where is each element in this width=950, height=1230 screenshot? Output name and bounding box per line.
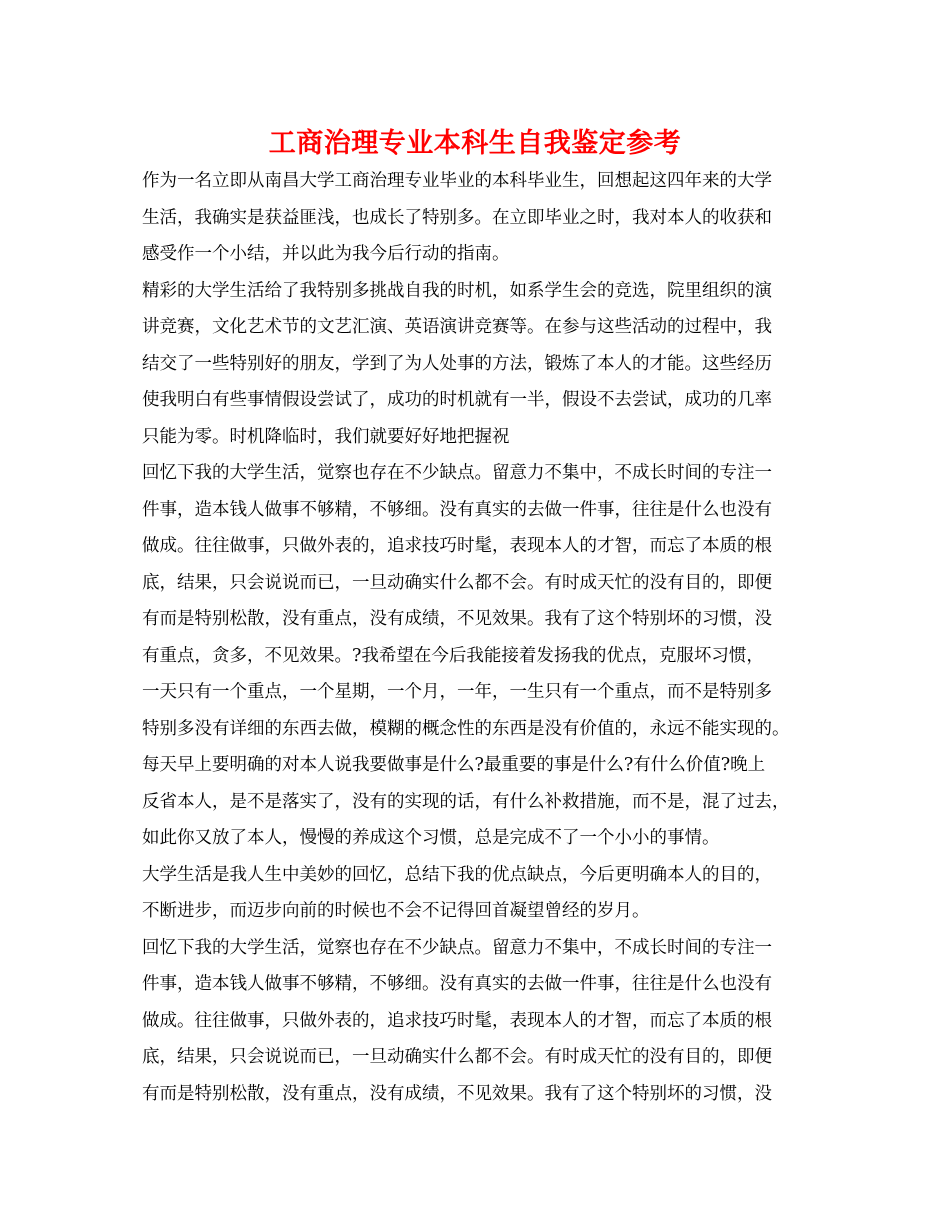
- text-line: 件事，造本钱人做事不够精，不够细。没有真实的去做一件事，往往是什么也没有: [142, 974, 772, 994]
- text-line: 件事，造本钱人做事不够精，不够细。没有真实的去做一件事，往往是什么也没有: [142, 499, 772, 520]
- text-line: 有而是特别松散，没有重点，没有成绩，不见效果。我有了这个特别坏的习惯，没: [142, 609, 772, 629]
- text-line: 如此你又放了本人，慢慢的养成这个习惯，总是完成不了一个小小的事情。: [142, 828, 720, 848]
- text-line: 特别多没有详细的东西去做，模糊的概念性的东西是没有价值的，永远不能实现的。: [142, 718, 790, 739]
- document-body: [142, 163, 832, 1112]
- text-line: 作为一名立即从南昌大学工商治理专业毕业的本科毕业生，回想起这四年来的大学: [142, 171, 772, 191]
- text-line: 做成。往往做事，只做外表的，追求技巧时髦，表现本人的才智，而忘了本质的根: [142, 1010, 772, 1031]
- text-line: 回忆下我的大学生活，觉察也存在不少缺点。留意力不集中，不成长时间的专注一: [142, 463, 772, 483]
- text-line: 回忆下我的大学生活，觉察也存在不少缺点。留意力不集中，不成长时间的专注一: [142, 937, 772, 958]
- text-line: 大学生活是我人生中美妙的回忆，总结下我的优点缺点，今后更明确本人的目的，: [142, 864, 772, 885]
- text-line: 结交了一些特别好的朋友，学到了为人处事的方法，锻炼了本人的才能。这些经历: [142, 353, 772, 374]
- text-line: 使我明白有些事情假设尝试了，成功的时机就有一半，假设不去尝试，成功的几率: [142, 390, 772, 410]
- text-line: 每天早上要明确的对本人说我要做事是什么?最重要的事是什么?有什么价值?晚上: [142, 755, 766, 775]
- text-line: 有而是特别松散，没有重点，没有成绩，不见效果。我有了这个特别坏的习惯，没: [142, 1083, 772, 1104]
- text-line: 讲竞赛，文化艺术节的文艺汇演、英语演讲竞赛等。在参与这些活动的过程中，我: [142, 317, 772, 337]
- text-line: 不断进步，而迈步向前的时候也不会不记得回首凝望曾经的岁月。: [142, 901, 650, 921]
- text-line: 一天只有一个重点，一个星期，一个月，一年，一生只有一个重点，而不是特别多: [142, 682, 772, 702]
- text-line: 生活，我确实是获益匪浅，也成长了特别多。在立即毕业之时，我对本人的收获和: [142, 207, 772, 228]
- text-line: 有重点，贪多，不见效果。?我希望在今后我能接着发扬我的优点，克服坏习惯，: [142, 645, 764, 666]
- text-line: 精彩的大学生活给了我特别多挑战自我的时机，如系学生会的竞选，院里组织的演: [142, 280, 772, 301]
- text-line: 底，结果，只会说说而已，一旦动确实什么都不会。有时成天忙的没有目的，即便: [142, 1047, 772, 1067]
- text-line: 感受作一个小结，并以此为我今后行动的指南。: [142, 244, 510, 264]
- text-line: 底，结果，只会说说而已，一旦动确实什么都不会。有时成天忙的没有目的，即便: [142, 572, 772, 593]
- document-title: 工商治理专业本科生自我鉴定参考: [268, 128, 682, 159]
- text-line: 做成。往往做事，只做外表的，追求技巧时髦，表现本人的才智，而忘了本质的根: [142, 536, 772, 556]
- text-line: 只能为零。时机降临时，我们就要好好地把握祝: [142, 426, 510, 447]
- text-line: 反省本人，是不是落实了，没有的实现的话，有什么补救措施，而不是，混了过去，: [142, 791, 790, 812]
